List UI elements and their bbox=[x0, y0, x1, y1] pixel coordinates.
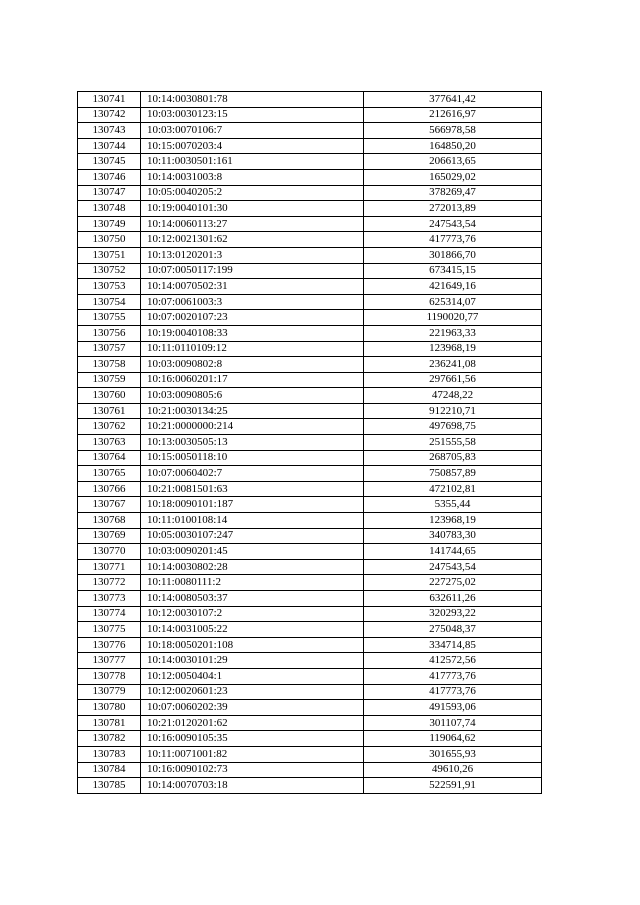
value-cell: 227275,02 bbox=[364, 575, 542, 591]
row-number-cell: 130756 bbox=[78, 325, 141, 341]
value-cell: 123968,19 bbox=[364, 341, 542, 357]
table-row bbox=[78, 700, 542, 716]
row-number-cell: 130748 bbox=[78, 201, 141, 217]
value-cell: 297661,56 bbox=[364, 372, 542, 388]
value-cell: 301655,93 bbox=[364, 746, 542, 762]
value-cell: 164850,20 bbox=[364, 138, 542, 154]
table-row bbox=[78, 403, 542, 419]
value-cell: 165029,02 bbox=[364, 169, 542, 185]
table-row bbox=[78, 450, 542, 466]
row-number-cell: 130762 bbox=[78, 419, 141, 435]
value-cell: 272013,89 bbox=[364, 201, 542, 217]
table-row bbox=[78, 622, 542, 638]
cadastral-number-cell: 10:03:0090201:45 bbox=[141, 544, 364, 560]
value-cell: 47248,22 bbox=[364, 388, 542, 404]
cadastral-number-cell: 10:21:0120201:62 bbox=[141, 715, 364, 731]
cadastral-number-cell: 10:11:0080111:2 bbox=[141, 575, 364, 591]
cadastral-number-cell: 10:12:0050404:1 bbox=[141, 668, 364, 684]
row-number-cell: 130746 bbox=[78, 169, 141, 185]
cadastral-number-cell: 10:14:0030802:28 bbox=[141, 559, 364, 575]
table-row bbox=[78, 247, 542, 263]
table-row bbox=[78, 419, 542, 435]
cadastral-number-cell: 10:03:0030123:15 bbox=[141, 107, 364, 123]
row-number-cell: 130765 bbox=[78, 466, 141, 482]
table-row bbox=[78, 746, 542, 762]
cadastral-value-table bbox=[77, 91, 542, 794]
value-cell: 320293,22 bbox=[364, 606, 542, 622]
cadastral-number-cell: 10:18:0050201:108 bbox=[141, 637, 364, 653]
value-cell: 119064,62 bbox=[364, 731, 542, 747]
table-row bbox=[78, 294, 542, 310]
table-row bbox=[78, 138, 542, 154]
cadastral-number-cell: 10:19:0040108:33 bbox=[141, 325, 364, 341]
cadastral-number-cell: 10:18:0090101:187 bbox=[141, 497, 364, 513]
row-number-cell: 130743 bbox=[78, 123, 141, 139]
cadastral-number-cell: 10:12:0020601:23 bbox=[141, 684, 364, 700]
value-cell: 301866,70 bbox=[364, 247, 542, 263]
cadastral-number-cell: 10:14:0070703:18 bbox=[141, 778, 364, 794]
value-cell: 236241,08 bbox=[364, 357, 542, 373]
cadastral-number-cell: 10:16:0090102:73 bbox=[141, 762, 364, 778]
table-row bbox=[78, 216, 542, 232]
row-number-cell: 130776 bbox=[78, 637, 141, 653]
value-cell: 1190020,77 bbox=[364, 310, 542, 326]
value-cell: 268705,83 bbox=[364, 450, 542, 466]
cadastral-number-cell: 10:07:0061003:3 bbox=[141, 294, 364, 310]
cadastral-number-cell: 10:11:0100108:14 bbox=[141, 513, 364, 529]
cadastral-number-cell: 10:11:0071001:82 bbox=[141, 746, 364, 762]
table-row bbox=[78, 263, 542, 279]
row-number-cell: 130750 bbox=[78, 232, 141, 248]
value-cell: 625314,07 bbox=[364, 294, 542, 310]
table-row bbox=[78, 232, 542, 248]
value-cell: 49610,26 bbox=[364, 762, 542, 778]
cadastral-number-cell: 10:19:0040101:30 bbox=[141, 201, 364, 217]
value-cell: 221963,33 bbox=[364, 325, 542, 341]
value-cell: 251555,58 bbox=[364, 435, 542, 451]
cadastral-number-cell: 10:21:0081501:63 bbox=[141, 481, 364, 497]
table-row bbox=[78, 591, 542, 607]
table-row bbox=[78, 575, 542, 591]
value-cell: 275048,37 bbox=[364, 622, 542, 638]
cadastral-number-cell: 10:13:0120201:3 bbox=[141, 247, 364, 263]
row-number-cell: 130761 bbox=[78, 403, 141, 419]
row-number-cell: 130779 bbox=[78, 684, 141, 700]
row-number-cell: 130773 bbox=[78, 591, 141, 607]
value-cell: 377641,42 bbox=[364, 92, 542, 108]
value-cell: 206613,65 bbox=[364, 154, 542, 170]
cadastral-number-cell: 10:05:0040205:2 bbox=[141, 185, 364, 201]
cadastral-number-cell: 10:12:0021301:62 bbox=[141, 232, 364, 248]
table-row bbox=[78, 637, 542, 653]
value-cell: 334714,85 bbox=[364, 637, 542, 653]
row-number-cell: 130749 bbox=[78, 216, 141, 232]
cadastral-number-cell: 10:21:0000000:214 bbox=[141, 419, 364, 435]
row-number-cell: 130781 bbox=[78, 715, 141, 731]
value-cell: 141744,65 bbox=[364, 544, 542, 560]
value-cell: 566978,58 bbox=[364, 123, 542, 139]
cadastral-number-cell: 10:07:0020107:23 bbox=[141, 310, 364, 326]
cadastral-number-cell: 10:14:0060113:27 bbox=[141, 216, 364, 232]
row-number-cell: 130757 bbox=[78, 341, 141, 357]
row-number-cell: 130771 bbox=[78, 559, 141, 575]
table-row bbox=[78, 123, 542, 139]
cadastral-number-cell: 10:14:0031005:22 bbox=[141, 622, 364, 638]
row-number-cell: 130783 bbox=[78, 746, 141, 762]
row-number-cell: 130782 bbox=[78, 731, 141, 747]
value-cell: 417773,76 bbox=[364, 232, 542, 248]
cadastral-number-cell: 10:14:0031003:8 bbox=[141, 169, 364, 185]
table-row bbox=[78, 372, 542, 388]
value-cell: 5355,44 bbox=[364, 497, 542, 513]
value-cell: 497698,75 bbox=[364, 419, 542, 435]
cadastral-number-cell: 10:16:0060201:17 bbox=[141, 372, 364, 388]
table-row bbox=[78, 513, 542, 529]
table-row bbox=[78, 668, 542, 684]
table-row bbox=[78, 310, 542, 326]
row-number-cell: 130770 bbox=[78, 544, 141, 560]
row-number-cell: 130751 bbox=[78, 247, 141, 263]
table-row bbox=[78, 201, 542, 217]
row-number-cell: 130754 bbox=[78, 294, 141, 310]
value-cell: 301107,74 bbox=[364, 715, 542, 731]
cadastral-number-cell: 10:07:0060202:39 bbox=[141, 700, 364, 716]
table-row bbox=[78, 606, 542, 622]
table-row bbox=[78, 481, 542, 497]
row-number-cell: 130766 bbox=[78, 481, 141, 497]
cadastral-number-cell: 10:11:0110109:12 bbox=[141, 341, 364, 357]
table-row bbox=[78, 388, 542, 404]
cadastral-number-cell: 10:14:0080503:37 bbox=[141, 591, 364, 607]
row-number-cell: 130769 bbox=[78, 528, 141, 544]
value-cell: 378269,47 bbox=[364, 185, 542, 201]
value-cell: 212616,97 bbox=[364, 107, 542, 123]
row-number-cell: 130753 bbox=[78, 279, 141, 295]
row-number-cell: 130780 bbox=[78, 700, 141, 716]
table-row bbox=[78, 341, 542, 357]
table-row bbox=[78, 762, 542, 778]
cadastral-number-cell: 10:15:0050118:10 bbox=[141, 450, 364, 466]
row-number-cell: 130764 bbox=[78, 450, 141, 466]
row-number-cell: 130741 bbox=[78, 92, 141, 108]
table-row bbox=[78, 715, 542, 731]
cadastral-number-cell: 10:14:0070502:31 bbox=[141, 279, 364, 295]
row-number-cell: 130778 bbox=[78, 668, 141, 684]
value-cell: 247543,54 bbox=[364, 216, 542, 232]
value-cell: 673415,15 bbox=[364, 263, 542, 279]
table-row bbox=[78, 325, 542, 341]
table-row bbox=[78, 778, 542, 794]
table-row bbox=[78, 653, 542, 669]
row-number-cell: 130767 bbox=[78, 497, 141, 513]
row-number-cell: 130763 bbox=[78, 435, 141, 451]
row-number-cell: 130774 bbox=[78, 606, 141, 622]
cadastral-number-cell: 10:03:0070106:7 bbox=[141, 123, 364, 139]
table-body bbox=[78, 92, 542, 794]
row-number-cell: 130785 bbox=[78, 778, 141, 794]
cadastral-number-cell: 10:21:0030134:25 bbox=[141, 403, 364, 419]
value-cell: 340783,30 bbox=[364, 528, 542, 544]
value-cell: 421649,16 bbox=[364, 279, 542, 295]
cadastral-number-cell: 10:07:0050117:199 bbox=[141, 263, 364, 279]
row-number-cell: 130752 bbox=[78, 263, 141, 279]
value-cell: 472102,81 bbox=[364, 481, 542, 497]
table-row bbox=[78, 497, 542, 513]
cadastral-number-cell: 10:05:0030107:247 bbox=[141, 528, 364, 544]
table-row bbox=[78, 731, 542, 747]
value-cell: 522591,91 bbox=[364, 778, 542, 794]
table-row bbox=[78, 169, 542, 185]
row-number-cell: 130777 bbox=[78, 653, 141, 669]
table-row bbox=[78, 154, 542, 170]
table-row bbox=[78, 185, 542, 201]
table-row bbox=[78, 92, 542, 108]
value-cell: 750857,89 bbox=[364, 466, 542, 482]
cadastral-number-cell: 10:14:0030801:78 bbox=[141, 92, 364, 108]
row-number-cell: 130784 bbox=[78, 762, 141, 778]
value-cell: 417773,76 bbox=[364, 668, 542, 684]
cadastral-number-cell: 10:03:0090802:8 bbox=[141, 357, 364, 373]
value-cell: 632611,26 bbox=[364, 591, 542, 607]
row-number-cell: 130775 bbox=[78, 622, 141, 638]
cadastral-number-cell: 10:12:0030107:2 bbox=[141, 606, 364, 622]
table-row bbox=[78, 279, 542, 295]
cadastral-number-cell: 10:14:0030101:29 bbox=[141, 653, 364, 669]
table-row bbox=[78, 559, 542, 575]
row-number-cell: 130760 bbox=[78, 388, 141, 404]
cadastral-number-cell: 10:03:0090805:6 bbox=[141, 388, 364, 404]
table-row bbox=[78, 466, 542, 482]
value-cell: 412572,56 bbox=[364, 653, 542, 669]
table-row bbox=[78, 528, 542, 544]
table-row bbox=[78, 544, 542, 560]
row-number-cell: 130772 bbox=[78, 575, 141, 591]
table-row bbox=[78, 357, 542, 373]
cadastral-number-cell: 10:07:0060402:7 bbox=[141, 466, 364, 482]
row-number-cell: 130759 bbox=[78, 372, 141, 388]
value-cell: 491593,06 bbox=[364, 700, 542, 716]
row-number-cell: 130742 bbox=[78, 107, 141, 123]
cadastral-number-cell: 10:13:0030505:13 bbox=[141, 435, 364, 451]
row-number-cell: 130745 bbox=[78, 154, 141, 170]
table-row bbox=[78, 107, 542, 123]
value-cell: 912210,71 bbox=[364, 403, 542, 419]
table-row bbox=[78, 684, 542, 700]
cadastral-number-cell: 10:11:0030501:161 bbox=[141, 154, 364, 170]
row-number-cell: 130768 bbox=[78, 513, 141, 529]
cadastral-number-cell: 10:16:0090105:35 bbox=[141, 731, 364, 747]
value-cell: 417773,76 bbox=[364, 684, 542, 700]
value-cell: 247543,54 bbox=[364, 559, 542, 575]
value-cell: 123968,19 bbox=[364, 513, 542, 529]
cadastral-number-cell: 10:15:0070203:4 bbox=[141, 138, 364, 154]
row-number-cell: 130755 bbox=[78, 310, 141, 326]
row-number-cell: 130758 bbox=[78, 357, 141, 373]
row-number-cell: 130744 bbox=[78, 138, 141, 154]
row-number-cell: 130747 bbox=[78, 185, 141, 201]
table-row bbox=[78, 435, 542, 451]
